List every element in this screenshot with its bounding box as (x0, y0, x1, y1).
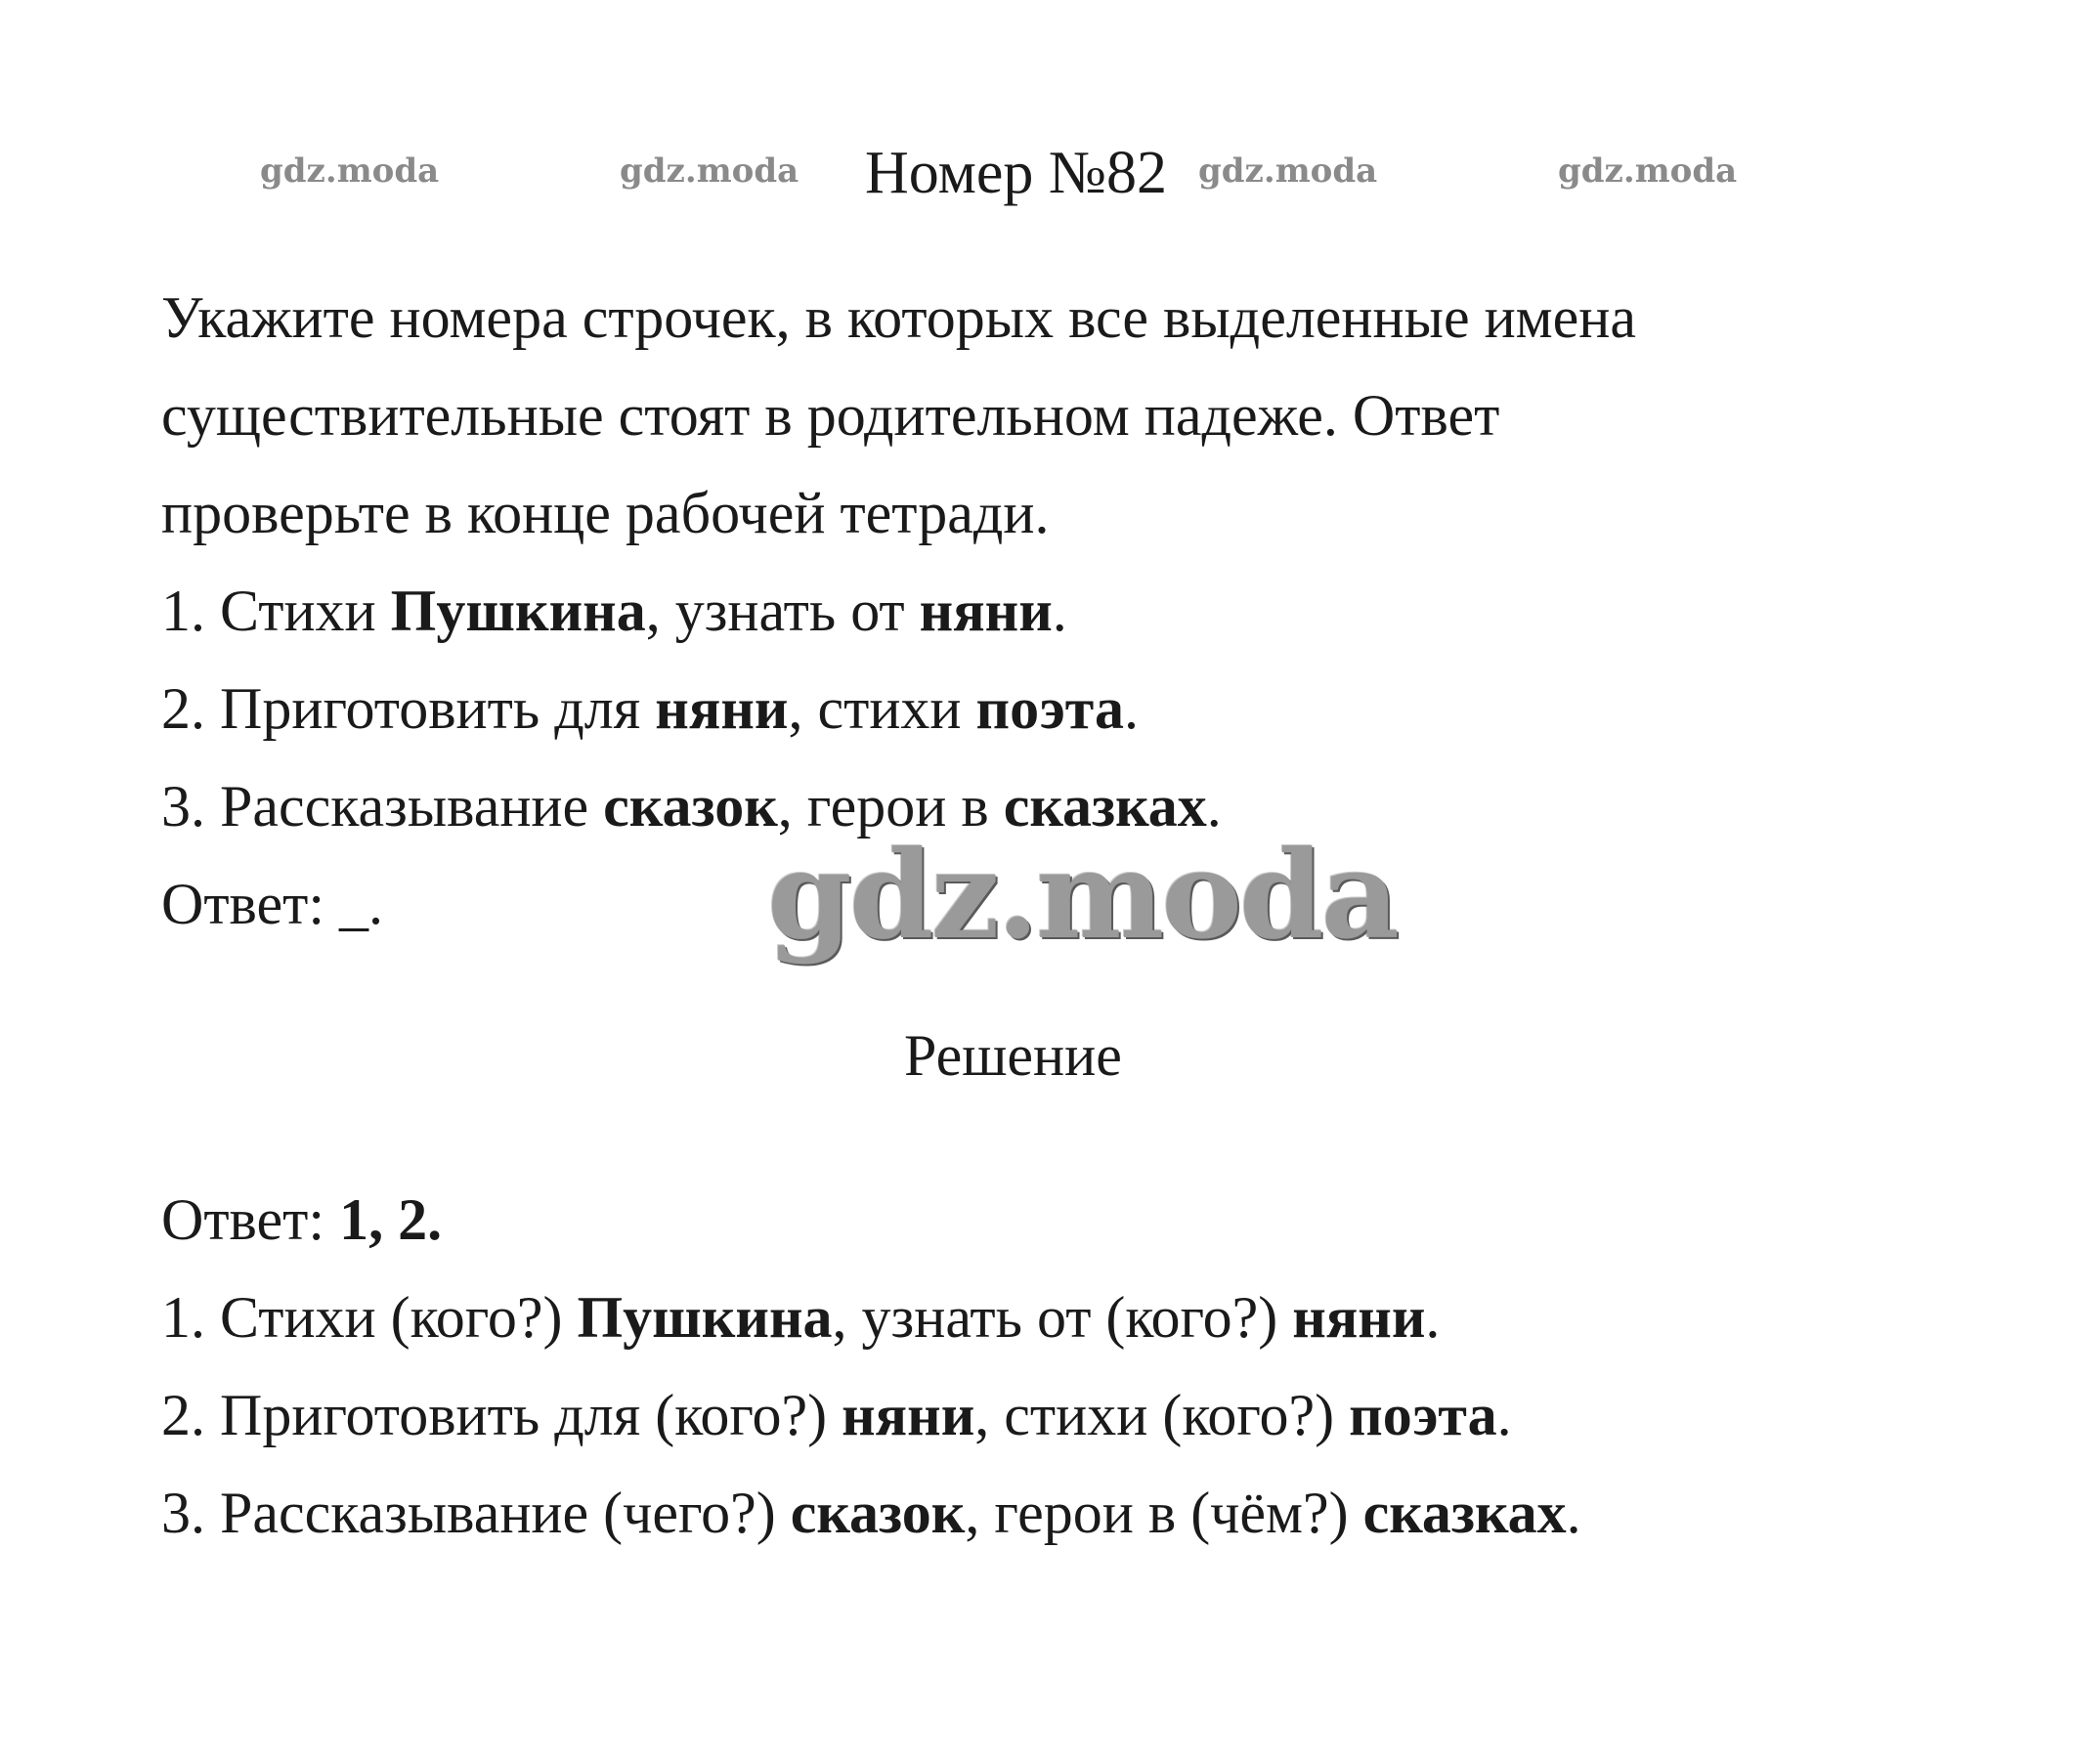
watermark-top-2: gdz.moda (620, 151, 799, 191)
prompt-line-1: Укажите номера строчек, в которых все выделенные имена (161, 285, 1637, 350)
task-answer-blank: Ответ: _. (161, 872, 384, 936)
solution-answer-value: 1, 2. (339, 1187, 443, 1252)
watermark-top-3: gdz.moda (1198, 151, 1378, 191)
task-item-text: . (1052, 579, 1067, 643)
solution-item-text: 3. Рассказывание (чего?) (161, 1481, 791, 1545)
solution-item-1 (161, 1285, 1441, 1350)
solution-item-highlight: поэта (1349, 1383, 1497, 1447)
watermark-top-4: gdz.moda (1558, 151, 1738, 191)
solution-item-highlight: няни (1292, 1285, 1426, 1350)
task-item-text: 2. Приготовить для (161, 676, 656, 741)
task-item-highlight: сказок (603, 774, 778, 839)
solution-item-text: , узнать от (кого?) (832, 1285, 1293, 1350)
watermark-center: gdz.moda (767, 825, 1397, 967)
task-item-highlight: няни (655, 676, 789, 741)
solution-item-text: . (1425, 1285, 1441, 1350)
solution-item-highlight: няни (842, 1383, 975, 1447)
solution-item-highlight: сказках (1362, 1481, 1567, 1545)
solution-item-highlight: Пушкина (577, 1285, 833, 1350)
page-title: Номер №82 (865, 140, 1168, 206)
task-item-2 (161, 676, 1139, 741)
task-item-text: , стихи (788, 676, 976, 741)
solution-item-text: 2. Приготовить для (кого?) (161, 1383, 842, 1447)
task-item-highlight: сказках (1003, 774, 1207, 839)
task-item-text: 3. Рассказывание (161, 774, 604, 839)
task-item-text: , герои в (777, 774, 1004, 839)
task-item-1 (161, 579, 1067, 643)
solution-item-highlight: сказок (790, 1481, 966, 1545)
prompt-line-3: проверьте в конце рабочей тетради. (161, 481, 1050, 545)
watermark-top-1: gdz.moda (260, 151, 440, 191)
solution-item-2 (161, 1383, 1512, 1447)
task-item-highlight: няни (919, 579, 1053, 643)
solution-heading: Решение (904, 1023, 1122, 1088)
task-item-highlight: Пушкина (390, 579, 646, 643)
solution-item-text: 1. Стихи (кого?) (161, 1285, 578, 1350)
task-item-text: , узнать от (645, 579, 920, 643)
solution-answer (161, 1187, 443, 1252)
solution-item-3 (161, 1481, 1581, 1545)
solution-answer-label: Ответ: (161, 1187, 340, 1252)
task-item-text: . (1206, 774, 1222, 839)
task-item-highlight: поэта (975, 676, 1124, 741)
task-item-text: 1. Стихи (161, 579, 391, 643)
prompt-line-2: существительные стоят в родительном падеже. Ответ (161, 383, 1500, 448)
solution-item-text: . (1496, 1383, 1512, 1447)
solution-item-text: . (1566, 1481, 1581, 1545)
solution-item-text: , стихи (кого?) (974, 1383, 1350, 1447)
solution-item-text: , герои в (чём?) (965, 1481, 1363, 1545)
task-item-text: . (1123, 676, 1139, 741)
